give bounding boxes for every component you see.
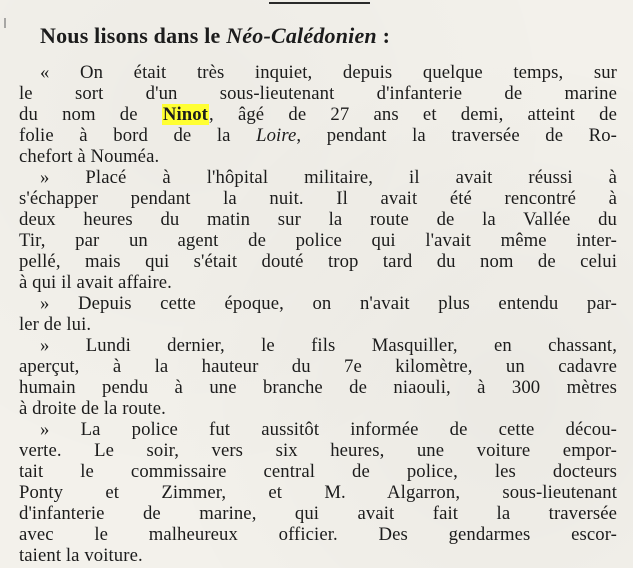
text-line	[19, 525, 617, 545]
text-line	[19, 462, 617, 482]
text-segment: deux heures du matin sur la route de la Vallée du	[19, 209, 617, 230]
text-segment: » La police fut aussitôt informée de cette décou-	[40, 419, 617, 440]
text-segment: Ponty et Zimmer, et M. Algarron, sous-lieutenant	[19, 482, 617, 503]
text-line	[19, 189, 617, 209]
text-segment: à droite de la route.	[19, 398, 166, 419]
text-line	[19, 546, 617, 566]
text-segment: folie à bord de la	[19, 125, 257, 146]
text-segment: « On était très inquiet, depuis quelque temps, sur	[40, 62, 617, 83]
text-line	[40, 294, 617, 314]
text-line	[19, 252, 617, 272]
top-rule	[269, 2, 370, 4]
text-segment: » Lundi dernier, le fils Masquiller, en chassant,	[40, 335, 617, 356]
text-line	[19, 147, 617, 167]
text-line	[19, 84, 617, 104]
heading-suffix: :	[376, 23, 391, 48]
text-line	[19, 504, 617, 524]
text-segment: aperçut, à la hauteur du 7e kilomètre, un cadavre	[19, 356, 617, 377]
text-line	[19, 126, 617, 146]
text-segment: » Placé à l'hôpital militaire, il avait réussi à	[40, 167, 617, 188]
margin-mark	[4, 18, 10, 28]
text-line	[40, 63, 617, 83]
text-segment: , pendant la traversée de Ro-	[296, 125, 617, 146]
text-line	[19, 357, 617, 377]
highlighted-name-ninot: Ninot	[162, 104, 208, 125]
text-segment: » Depuis cette époque, on n'avait plus entendu par-	[40, 293, 617, 314]
text-segment: taient la voiture.	[19, 545, 143, 566]
text-segment: s'échapper pendant la nuit. Il avait été rencontré à	[19, 188, 617, 209]
text-line	[19, 231, 617, 251]
article-heading	[40, 23, 390, 49]
text-line	[19, 483, 617, 503]
text-segment: humain pendu à une branche de niaouli, à 300 mètres	[19, 377, 617, 398]
text-segment: chefort à Nouméa.	[19, 146, 160, 167]
text-line	[19, 315, 617, 335]
text-segment: du nom de	[19, 104, 162, 125]
text-segment: verte. Le soir, vers six heures, une voiture empor-	[19, 440, 617, 461]
text-segment: d'infanterie de marine, qui avait fait la traversée	[19, 503, 617, 524]
text-segment: avec le malheureux officier. Des gendarmes escor-	[19, 524, 617, 545]
text-line	[19, 210, 617, 230]
text-segment: tait le commissaire central de police, les docteurs	[19, 461, 617, 482]
text-segment: ler de lui.	[19, 314, 92, 335]
text-line	[40, 336, 617, 356]
ship-name-loire: Loire	[256, 125, 297, 146]
text-line	[19, 399, 617, 419]
heading-newspaper-name: Néo-Calédonien	[226, 23, 377, 48]
text-line	[19, 105, 617, 125]
heading-prefix: Nous lisons dans le	[40, 23, 227, 48]
text-line	[19, 273, 617, 293]
text-segment: à qui il avait affaire.	[19, 272, 172, 293]
text-line	[19, 378, 617, 398]
text-segment: , âgé de 27 ans et demi, atteint de	[209, 104, 617, 125]
text-segment: le sort d'un sous-lieutenant d'infanterie de marine	[19, 83, 617, 104]
text-segment: pellé, mais qui s'était douté trop tard du nom de celui	[19, 251, 617, 272]
text-line	[19, 441, 617, 461]
text-line	[40, 168, 617, 188]
text-segment: Tir, par un agent de police qui l'avait même inter-	[19, 230, 617, 251]
text-line	[40, 420, 617, 440]
